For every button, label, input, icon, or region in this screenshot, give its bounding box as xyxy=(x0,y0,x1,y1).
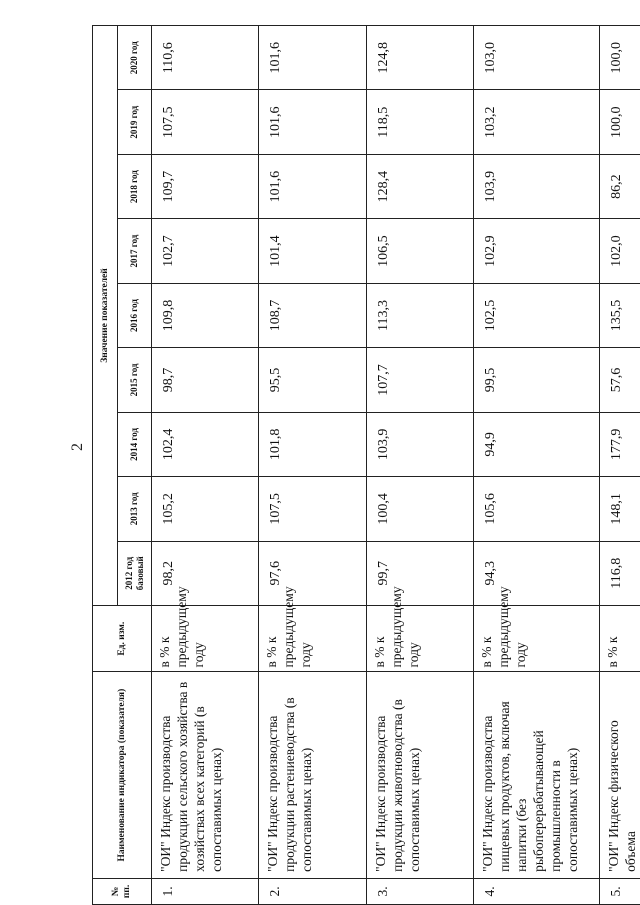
table-row xyxy=(366,26,473,905)
row-value: 100,0 xyxy=(599,26,640,91)
row-value: 103,0 xyxy=(474,26,600,91)
row-value: 98,2 xyxy=(152,541,259,605)
row-value: 101,6 xyxy=(259,26,366,91)
row-value: 100,4 xyxy=(366,477,473,541)
row-name: "ОИ" Индекс производства пищевых продуктов, включая напитки (без рыбоперерабатывающей промышленности в сопоставимых ценах) xyxy=(474,672,600,878)
row-value: 102,4 xyxy=(152,412,259,476)
row-value: 103,9 xyxy=(474,154,600,218)
row-value: 108,7 xyxy=(259,283,366,347)
row-value: 109,7 xyxy=(152,154,259,218)
header-year: 2014 год xyxy=(118,412,152,476)
row-value: 101,8 xyxy=(259,412,366,476)
row-value: 135,5 xyxy=(599,283,640,347)
header-year: 2017 год xyxy=(118,219,152,283)
table-row xyxy=(259,26,366,905)
header-year: 2013 год xyxy=(118,477,152,541)
row-value: 105,6 xyxy=(474,477,600,541)
header-year: 2018 год xyxy=(118,154,152,218)
row-value: 110,6 xyxy=(152,26,259,91)
header-year: 2020 год xyxy=(118,26,152,91)
row-name: "ОИ" Индекс производства продукции животноводства (в сопоставимых ценах) xyxy=(366,672,473,878)
row-num: 2. xyxy=(259,878,366,904)
row-value: 107,7 xyxy=(366,348,473,412)
row-value: 102,7 xyxy=(152,219,259,283)
row-value: 124,8 xyxy=(366,26,473,91)
row-name: "ОИ" Индекс производства продукции растениеводства (в сопоставимых ценах) xyxy=(259,672,366,878)
row-num: 1. xyxy=(152,878,259,904)
row-value: 116,8 xyxy=(599,541,640,605)
header-values-group: Значение показателей xyxy=(93,26,118,606)
row-value: 94,3 xyxy=(474,541,600,605)
table-row xyxy=(599,26,640,905)
row-value: 177,9 xyxy=(599,412,640,476)
row-num: 3. xyxy=(366,878,473,904)
row-value: 99,7 xyxy=(366,541,473,605)
row-value: 98,7 xyxy=(152,348,259,412)
row-value: 102,5 xyxy=(474,283,600,347)
row-value: 103,9 xyxy=(366,412,473,476)
row-num: 5. xyxy=(599,878,640,904)
row-value: 106,5 xyxy=(366,219,473,283)
row-num: 4. xyxy=(474,878,600,904)
row-value: 128,4 xyxy=(366,154,473,218)
row-value: 97,6 xyxy=(259,541,366,605)
row-value: 57,6 xyxy=(599,348,640,412)
row-value: 86,2 xyxy=(599,154,640,218)
row-value: 107,5 xyxy=(259,477,366,541)
header-year: 2016 год xyxy=(118,283,152,347)
row-value: 103,2 xyxy=(474,90,600,154)
page-number: 2 xyxy=(69,443,86,451)
row-value: 105,2 xyxy=(152,477,259,541)
header-year: 2015 год xyxy=(118,348,152,412)
row-value: 101,6 xyxy=(259,154,366,218)
table-row xyxy=(474,26,600,905)
indicators-table xyxy=(92,25,640,905)
row-value: 109,8 xyxy=(152,283,259,347)
row-value: 94,9 xyxy=(474,412,600,476)
header-year: 2019 год xyxy=(118,90,152,154)
row-unit: в % к предыдущему году xyxy=(152,606,259,672)
row-value: 102,0 xyxy=(599,219,640,283)
row-value: 95,5 xyxy=(259,348,366,412)
header-name: Наименование индикатора (показателя) xyxy=(93,672,152,878)
row-unit: в % к предыдущему году xyxy=(366,606,473,672)
row-unit: в % к предыдущему году xyxy=(474,606,600,672)
header-year: 2012 год базовый xyxy=(118,541,152,605)
row-value: 99,5 xyxy=(474,348,600,412)
row-name: "ОИ" Индекс физического объема xyxy=(599,672,640,878)
header-unit: Ед. изм. xyxy=(93,606,152,672)
row-value: 113,3 xyxy=(366,283,473,347)
row-value: 102,9 xyxy=(474,219,600,283)
row-unit: в % к xyxy=(599,606,640,672)
row-name: "ОИ" Индекс производства продукции сельского хозяйства в хозяйствах всех категорий (в сопоставимых ценах) xyxy=(152,672,259,878)
row-value: 118,5 xyxy=(366,90,473,154)
header-num: № пп. xyxy=(93,878,152,904)
row-unit: в % к предыдущему году xyxy=(259,606,366,672)
row-value: 101,4 xyxy=(259,219,366,283)
rotated-table-wrapper xyxy=(92,25,640,905)
table-row xyxy=(152,26,259,905)
row-value: 100,0 xyxy=(599,90,640,154)
row-value: 101,6 xyxy=(259,90,366,154)
row-value: 148,1 xyxy=(599,477,640,541)
row-value: 107,5 xyxy=(152,90,259,154)
